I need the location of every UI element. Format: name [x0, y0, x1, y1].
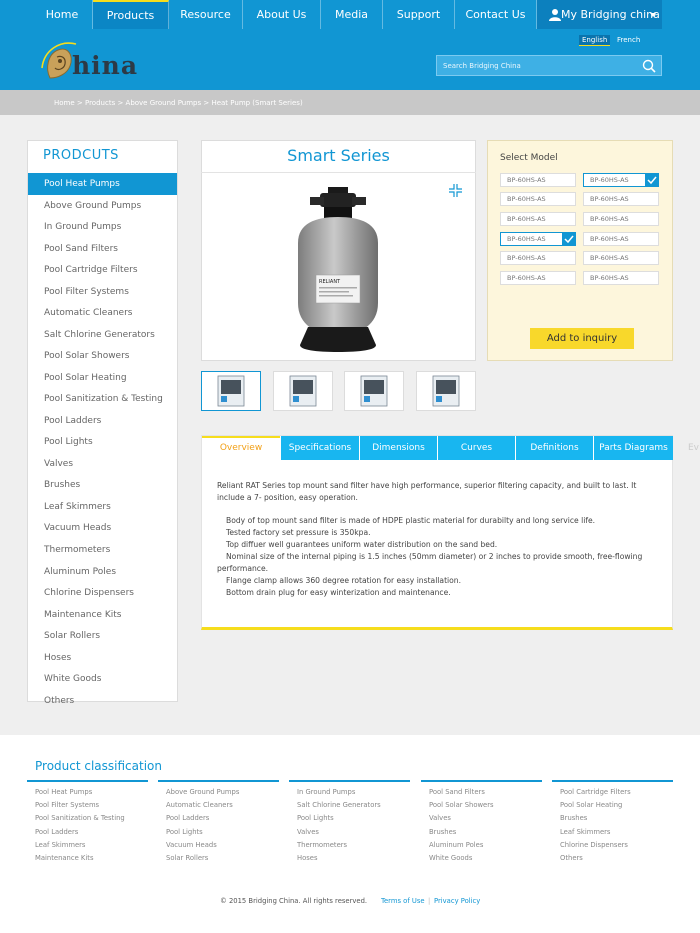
column-divider [552, 780, 673, 782]
footer-link[interactable]: White Goods [429, 854, 473, 862]
sidebar-item[interactable]: Thermometers [44, 545, 111, 555]
model-select-title: Select Model [500, 153, 558, 163]
description-point: Top diffuer well guarantees uniform water distribution on the sand bed. [226, 540, 498, 549]
privacy-policy-link[interactable]: Privacy Policy [434, 897, 481, 905]
footer-link[interactable]: Aluminum Poles [429, 841, 484, 849]
tab-specifications[interactable]: Specifications [281, 436, 359, 460]
footer-link[interactable]: Pool Sanitization & Testing [35, 814, 125, 822]
footer-link[interactable]: Leaf Skimmers [35, 841, 86, 849]
tab-definitions[interactable]: Definitions [516, 436, 593, 460]
account-label: My Bridging china [561, 8, 660, 21]
sidebar-item[interactable]: Leaf Skimmers [44, 502, 111, 512]
column-divider [158, 780, 279, 782]
search-box [436, 55, 662, 76]
sidebar-item[interactable]: Hoses [44, 653, 72, 663]
description-point: Tested factory set pressure is 350kpa. [226, 528, 371, 537]
sidebar-item[interactable]: Brushes [44, 480, 81, 490]
heat-pump-thumb-image [274, 372, 332, 410]
description-point: Flange clamp allows 360 degree rotation for easy installation. [226, 576, 462, 585]
footer-link[interactable]: Pool Sand Filters [429, 788, 485, 796]
footer-link[interactable]: Pool Ladders [35, 828, 79, 836]
filter-brand-label: RELIANT [319, 279, 341, 285]
sidebar-item[interactable]: Pool Ladders [44, 416, 102, 426]
model-option[interactable]: BP-60HS-AS [583, 192, 659, 206]
product-classification-title: Product classification [35, 759, 162, 773]
model-option[interactable]: BP-60HS-AS [583, 251, 659, 265]
nav-media[interactable]: Media [321, 0, 383, 29]
sidebar-item[interactable]: Chlorine Dispensers [44, 588, 134, 598]
heat-pump-thumb-image [345, 372, 403, 410]
tab-curves[interactable]: Curves [438, 436, 515, 460]
footer-link[interactable]: Chlorine Dispensers [560, 841, 628, 849]
lang-french[interactable]: French [617, 36, 641, 44]
sidebar-item[interactable]: Solar Rollers [44, 631, 101, 641]
tab-parts-diagrams[interactable]: Parts Diagrams [594, 436, 673, 460]
sidebar-item[interactable]: Above Ground Pumps [44, 201, 142, 211]
add-to-inquiry-button[interactable]: Add to inquiry [530, 328, 634, 349]
lang-english[interactable]: English [579, 35, 610, 46]
footer-link[interactable]: Brushes [429, 828, 457, 836]
model-option[interactable]: BP-60HS-AS [583, 212, 659, 226]
footer-link[interactable]: Pool Filter Systems [35, 801, 100, 809]
model-option-selected[interactable]: BP-60HS-AS [500, 232, 576, 246]
model-option[interactable]: BP-60HS-AS [583, 232, 659, 246]
sidebar-item[interactable]: Pool Sanitization & Testing [44, 394, 163, 404]
tab-overflow[interactable]: Ev [688, 443, 700, 453]
footer-link[interactable]: Hoses [297, 854, 318, 862]
footer-link[interactable]: Pool Solar Heating [560, 801, 623, 809]
description-point: Nominal size of the internal piping is 1.5 inches (50mm diameter) or 2 inches to provide smooth, free-flowing performance. [217, 552, 643, 573]
check-icon [562, 232, 576, 246]
model-option[interactable]: BP-60HS-AS [500, 212, 576, 226]
footer-link[interactable]: Brushes [560, 814, 588, 822]
footer-link[interactable]: Salt Chlorine Generators [297, 801, 381, 809]
model-option[interactable]: BP-60HS-AS [500, 173, 576, 187]
sidebar-item[interactable]: Pool Cartridge Filters [44, 265, 138, 275]
sidebar-item[interactable]: Pool Filter Systems [44, 287, 129, 297]
sand-filter-image [290, 185, 386, 353]
description-point: Bottom drain plug for easy winterization and maintenance. [226, 588, 451, 597]
description-point: Body of top mount sand filter is made of HDPE plastic material for durabilty and long service life. [226, 516, 596, 525]
footer-link[interactable]: Thermometers [297, 841, 348, 849]
footer-link[interactable]: Automatic Cleaners [166, 801, 233, 809]
footer-link[interactable]: Pool Solar Showers [429, 801, 494, 809]
sidebar-item[interactable]: In Ground Pumps [44, 222, 122, 232]
model-option[interactable]: BP-60HS-AS [583, 271, 659, 285]
thumbnail-3[interactable] [344, 371, 404, 411]
heat-pump-thumb-image [202, 372, 260, 410]
sidebar-item[interactable]: Vacuum Heads [44, 523, 112, 533]
footer-separator: | [428, 897, 431, 905]
model-option[interactable]: BP-60HS-AS [500, 192, 576, 206]
tab-overview[interactable]: Overview [202, 436, 280, 460]
product-title: Smart Series [287, 146, 390, 165]
footer-link[interactable]: In Ground Pumps [297, 788, 356, 796]
user-icon [549, 8, 561, 21]
column-divider [289, 780, 410, 782]
footer-link[interactable]: Pool Lights [297, 814, 334, 822]
chevron-down-icon [650, 13, 656, 17]
footer-link[interactable]: Vacuum Heads [166, 841, 217, 849]
nav-home[interactable]: Home [32, 0, 93, 29]
search-input[interactable] [437, 56, 633, 75]
footer-link[interactable]: Pool Lights [166, 828, 203, 836]
thumbnail-2[interactable] [273, 371, 333, 411]
thumbnail-4[interactable] [416, 371, 476, 411]
footer-link[interactable]: Pool Ladders [166, 814, 210, 822]
sidebar-item[interactable]: Pool Lights [44, 437, 93, 447]
description-intro: Reliant RAT Series top mount sand filter have high performance, superior filtering capacity, and built to last. It include a 7- position, easy operation. [217, 481, 637, 502]
sidebar-item[interactable]: Aluminum Poles [44, 567, 117, 577]
breadcrumb[interactable]: Home > Products > Above Ground Pumps > Heat Pump (Smart Series) [54, 99, 303, 107]
sidebar-item[interactable]: Others [44, 696, 75, 706]
sidebar-item[interactable]: White Goods [44, 674, 102, 684]
search-icon[interactable] [642, 59, 656, 73]
sidebar-item[interactable]: Pool Solar Showers [44, 351, 130, 361]
sidebar-item-pool-heat-pumps[interactable]: Pool Heat Pumps [28, 173, 177, 195]
nav-products[interactable]: Products [93, 0, 169, 29]
nav-about-us[interactable]: About Us [243, 0, 321, 29]
model-option[interactable]: BP-60HS-AS [500, 271, 576, 285]
footer-link[interactable]: Valves [429, 814, 451, 822]
model-option-selected[interactable]: BP-60HS-AS [583, 173, 659, 187]
sidebar-title: PRODCUTS [43, 148, 119, 163]
model-option[interactable]: BP-60HS-AS [500, 251, 576, 265]
check-icon [645, 173, 659, 187]
zoom-icon[interactable] [448, 183, 463, 198]
sidebar-item[interactable]: Pool Solar Heating [44, 373, 127, 383]
tab-dimensions[interactable]: Dimensions [360, 436, 437, 460]
terms-of-use-link[interactable]: Terms of Use [381, 897, 425, 905]
footer-link[interactable]: Maintenance Kits [35, 854, 94, 862]
footer-link[interactable]: Leaf Skimmers [560, 828, 611, 836]
nav-support[interactable]: Support [383, 0, 455, 29]
footer-link[interactable]: Above Ground Pumps [166, 788, 240, 796]
copyright: © 2015 Bridging China. All rights reserved. [220, 897, 368, 905]
column-divider [421, 780, 542, 782]
logo-text: hina [72, 51, 139, 80]
footer-link[interactable]: Others [560, 854, 583, 862]
footer-link[interactable]: Pool Heat Pumps [35, 788, 93, 796]
sidebar-item[interactable]: Maintenance Kits [44, 610, 122, 620]
nav-resource[interactable]: Resource [169, 0, 243, 29]
column-divider [27, 780, 148, 782]
sidebar-item[interactable]: Automatic Cleaners [44, 308, 133, 318]
divider [201, 172, 476, 173]
thumbnail-1[interactable] [201, 371, 261, 411]
footer-link[interactable]: Valves [297, 828, 319, 836]
footer-link[interactable]: Solar Rollers [166, 854, 209, 862]
sidebar-item[interactable]: Valves [44, 459, 74, 469]
sidebar-item[interactable]: Salt Chlorine Generators [44, 330, 155, 340]
sidebar-item[interactable]: Pool Sand Filters [44, 244, 118, 254]
nav-contact-us[interactable]: Contact Us [455, 0, 537, 29]
footer-link[interactable]: Pool Cartridge Filters [560, 788, 631, 796]
heat-pump-thumb-image [417, 372, 475, 410]
